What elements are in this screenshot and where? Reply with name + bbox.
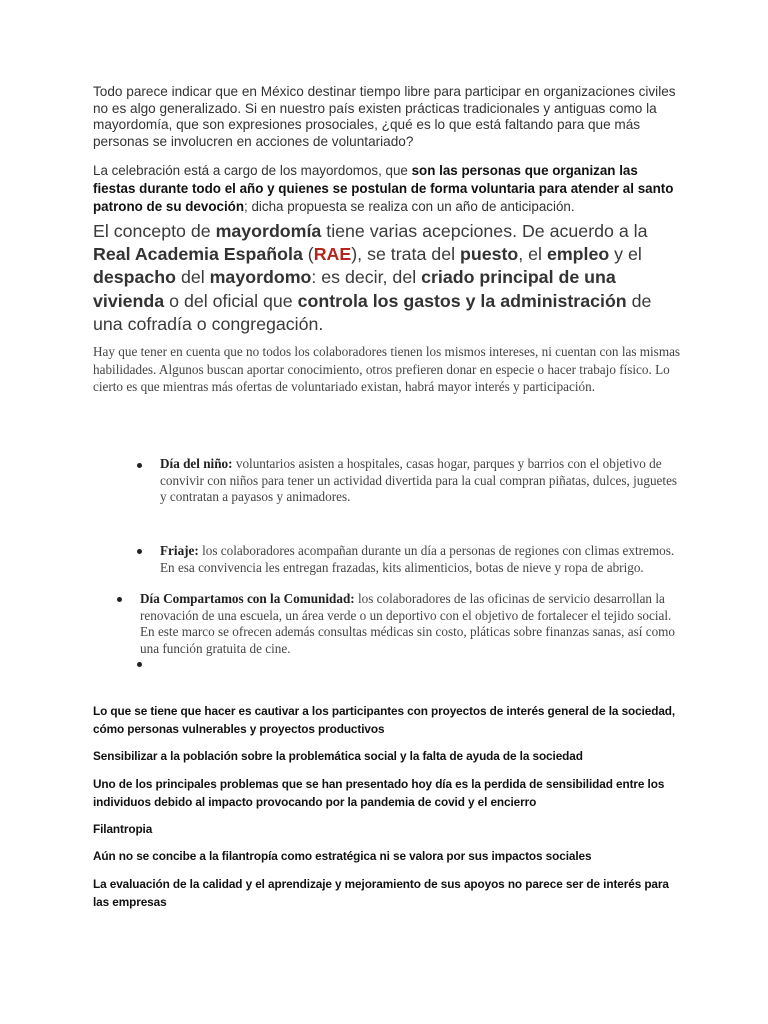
- concept-bold: empleo: [546, 244, 610, 265]
- empty-list-bullet: [137, 662, 142, 667]
- concept-bold: mayordomía: [215, 221, 322, 241]
- intro-paragraph: Todo parece indicar que en México destinar tiempo libre para participar en organizaciones civiles no es algo generalizado. Si en nuestro país existen prácticas tradicionales y antiguas como la mayordomía, que son expresiones prosociales, ¿qué es lo que está faltando para que más personas se involucren en acciones de voluntariado?: [93, 84, 676, 149]
- concept-bold: puesto: [459, 244, 519, 265]
- concept-text: tiene varias acepciones. De acuerdo a la: [321, 221, 648, 241]
- note-sensibilizar: Sensibilizar a la población sobre la problemática social y la falta de ayuda de la sociedad: [93, 749, 583, 763]
- list-bullet: [137, 549, 142, 554]
- list-item-text: los colaboradores acompañan durante un día a personas de regiones con climas extremos. En esa convivencia les entregan frazadas, kits alimenticios, botas de nieve y ropa de abrigo.: [160, 543, 675, 575]
- note-problemas: Uno de los principales problemas que se han presentado hoy día es la perdida de sensibilidad entre los individuos debido al impacto provocando por la pandemia de covid y el encierro: [93, 777, 665, 809]
- list-bullet: [117, 597, 122, 602]
- collaborators-paragraph: Hay que tener en cuenta que no todos los colaboradores tienen los mismos intereses, ni cuentan con las mismas habilidades. Algunos buscan aportar conocimiento, otros prefieren donar en especie o hacer trabajo físico. Lo cierto es que mientras más ofertas de voluntariado existan, habrá mayor interés y participación.: [93, 344, 681, 394]
- concept-text: y el: [609, 244, 642, 265]
- list-item-text: los colaboradores de las oficinas de servicio desarrollan la renovación de una escuela, un área verde o un deportivo con el objetivo de fortalecer el tejido social. En este marco se ofrecen además consultas médicas sin costo, pláticas sobre finanzas sanas, así como una función gratuita de cine.: [140, 591, 676, 656]
- concept-bold: mayordomo: [209, 267, 312, 288]
- concept-bold: Real Academia Española: [93, 244, 303, 265]
- mayordomos-paragraph: [93, 162, 683, 216]
- list-item-title: Friaje:: [160, 543, 199, 558]
- note-cautivar: Lo que se tiene que hacer es cautivar a los participantes con proyectos de interés general de la sociedad, cómo personas vulnerables y proyectos productivos: [93, 704, 676, 736]
- concept-bold: despacho: [93, 267, 177, 288]
- concept-text: El concepto de: [93, 221, 216, 241]
- concept-text: o del oficial que: [164, 290, 298, 311]
- mayordomos-text-2: ; dicha propuesta se realiza con un año de anticipación.: [244, 199, 575, 214]
- concept-bold: criado principal de una vivienda: [93, 267, 616, 311]
- note-filantropia-heading: Filantropia: [93, 822, 153, 836]
- note-evaluacion: La evaluación de la calidad y el aprendizaje y mejoramiento de sus apoyos no parece ser de interés para las empresas: [93, 877, 669, 909]
- mayordomos-text-1: La celebración está a cargo de los mayordomos, que: [93, 163, 412, 178]
- concept-text: : es decir, del: [311, 267, 422, 288]
- list-item-compartamos: [140, 591, 680, 657]
- mayordomia-concept-paragraph: [93, 220, 683, 336]
- concept-text: del: [176, 267, 210, 288]
- note-filantropia-estrategica: Aún no se concibe a la filantropía como estratégica ni se valora por sus impactos sociales: [93, 849, 592, 863]
- mayordomos-bold: son las personas que organizan las fiestas durante todo el año y quienes se postulan de forma voluntaria para atender al santo patrono de su devoción: [93, 163, 674, 214]
- list-item-friaje: [160, 543, 680, 576]
- concept-bold: controla los gastos y la administración: [297, 290, 627, 311]
- list-item-title: Día Compartamos con la Comunidad:: [140, 591, 355, 606]
- list-item-text: voluntarios asisten a hospitales, casas hogar, parques y barrios con el objetivo de convivir con niños para tener un actividad divertida para la cual compran piñatas, dulces, juguetes y contratan a payasos y animadores.: [160, 456, 678, 504]
- concept-text: de una cofradía o congregación.: [93, 290, 652, 334]
- concept-text: (: [302, 244, 314, 265]
- list-bullet: [137, 463, 142, 468]
- list-item-title: Día del niño:: [160, 456, 233, 471]
- list-item-dia-del-nino: [160, 456, 680, 506]
- concept-text: , el: [518, 244, 547, 265]
- concept-text: ), se trata del: [351, 244, 460, 265]
- rae-highlight: RAE: [313, 244, 352, 265]
